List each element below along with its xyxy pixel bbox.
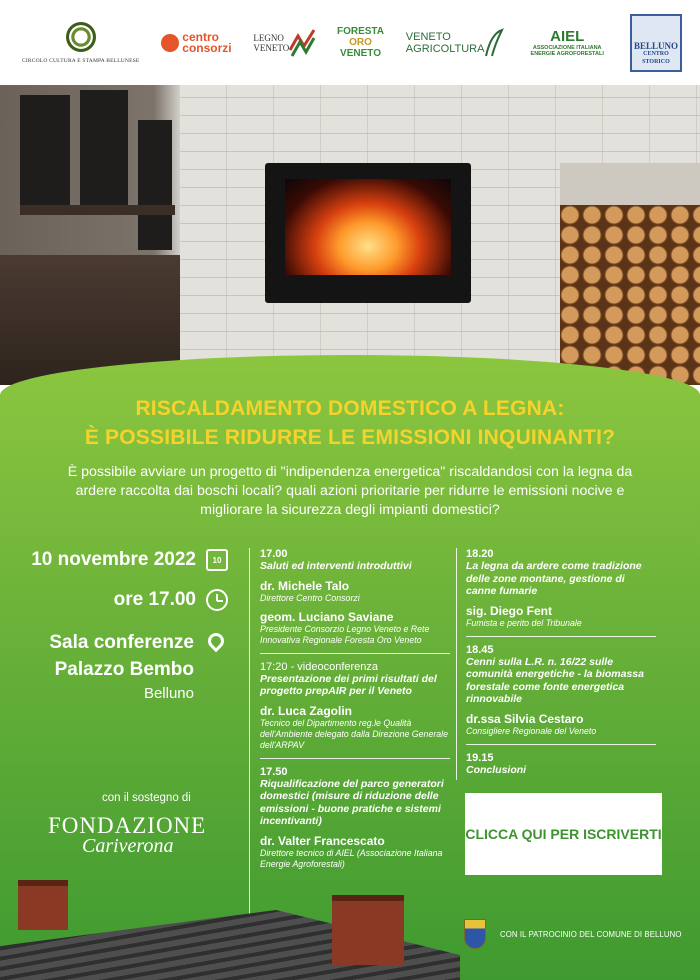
foundation-name-1: FONDAZIONE <box>48 813 207 838</box>
clock-icon <box>206 589 228 611</box>
aiel-logo-text-1: AIEL <box>550 28 585 45</box>
fireplace-insert <box>265 163 471 303</box>
speaker-role: Direttore tecnico di AIEL (Associazione Italiana Energie Agroforestali) <box>260 847 443 869</box>
legno-logo-text-1: LEGNO <box>253 32 284 43</box>
session-title: Riqualificazione del parco generatori domestici (misure di riduzione delle emissioni - buone pratiche e sistemi incentivanti) <box>260 777 444 827</box>
speaker-name: geom. Luciano Saviane <box>260 609 394 624</box>
location-pin-icon <box>205 630 228 653</box>
session-divider <box>260 758 450 759</box>
speaker-role: Presidente Consorzio Legno Veneto e Rete Innovativa Regionale Foresta Oro Veneto <box>260 623 430 645</box>
belluno-centro-storico-logo <box>630 14 682 72</box>
support-label: con il sostegno di <box>102 792 191 804</box>
session-title: La legna da ardere come tradizione delle zone montane, gestione di canne fumarie <box>466 560 642 597</box>
foresta-logo-text-1: FORESTA <box>336 26 385 37</box>
speaker-name: dr. Valter Francescato <box>260 833 385 848</box>
patronage <box>464 919 682 949</box>
flower-icon <box>66 22 96 52</box>
venue-line-1: Sala conferenze <box>49 632 194 653</box>
divider-right <box>456 548 457 780</box>
veneto-agr-logo-text-2: AGRICOLTURA <box>405 42 485 55</box>
session-title: Conclusioni <box>466 763 527 776</box>
foundation-name-2: Cariverona <box>82 835 174 857</box>
legno-veneto-logo <box>253 8 315 78</box>
foresta-oro-veneto-logo <box>337 8 384 78</box>
event-time: ore 17.00 <box>113 589 196 610</box>
legno-chevron-icon <box>289 28 315 58</box>
session-title: Cenni sulla L.R. n. 16/22 sulle comunità energetiche - la biomassa forestale come fonte energetica rinnovabile <box>466 655 644 705</box>
aiel-logo <box>526 8 608 78</box>
chair-back-1 <box>20 95 70 205</box>
speaker-name: dr. Michele Talo <box>260 578 350 593</box>
session-title: Presentazione dei primi risultati del progetto prepAIR per il Veneto <box>260 672 437 697</box>
intro-text: È possibile avviare un progetto di "indipendenza energetica" riscaldandosi con la legna da ardere raccolta dai boschi locali? quali azioni prioritarie per ridurre le emissioni nocive e migliorare la sicurezza degli impianti domestici? <box>67 464 633 518</box>
chimney-1 <box>18 880 68 930</box>
leaf-swoosh-icon <box>484 28 504 58</box>
chimney-2 <box>332 895 404 965</box>
foresta-logo-text-2: ORO <box>349 37 372 48</box>
table-top <box>20 205 175 215</box>
register-button[interactable]: CLICCA QUI PER ISCRIVERTI <box>465 793 662 875</box>
session-divider <box>466 636 656 637</box>
title-line-1: RISCALDAMENTO DOMESTICO A LEGNA: <box>135 397 565 420</box>
speaker-role: Tecnico del Dipartimento reg.le Qualità dell'Ambiente delegato dalla Direzione Generale dell'ARPAV <box>260 717 448 750</box>
centro-consorzi-logo <box>161 8 231 78</box>
speaker-role: Fumista e perito del Tribunale <box>466 617 582 628</box>
title-line-2: È POSSIBILE RIDURRE LE EMISSIONI INQUINANTI? <box>84 426 616 449</box>
belluno-logo-text-2: CENTRO STORICO <box>642 50 670 65</box>
centro-consorzi-mark-icon <box>161 34 179 52</box>
foresta-logo-text-3: VENETO <box>340 48 381 59</box>
event-date: 10 novembre 2022 <box>31 549 196 570</box>
venue-line-2: Palazzo Bembo <box>54 659 194 680</box>
firewood-logs <box>560 205 700 385</box>
session-divider <box>260 653 450 654</box>
belluno-coat-of-arms-icon <box>464 919 486 949</box>
session-time: 19.15 <box>466 751 494 764</box>
event-date-row <box>31 549 228 571</box>
program-column-1 <box>260 548 455 870</box>
veneto-agr-logo-text-1: VENETO <box>405 30 451 43</box>
event-city: Belluno <box>143 685 194 702</box>
page-title <box>0 394 700 452</box>
chair-back-2 <box>80 90 128 210</box>
fondazione-cariverona-logo <box>48 813 206 858</box>
event-venue-row <box>49 629 228 683</box>
session-divider <box>466 744 656 745</box>
belluno-logo-text-1: BELLUNO <box>633 40 678 51</box>
program-column-2 <box>466 548 656 776</box>
session-time: 17.50 <box>260 765 288 778</box>
chair-back-3 <box>138 120 172 250</box>
centro-logo-text-1: centro <box>182 29 219 44</box>
event-time-row <box>114 589 228 611</box>
session-time: 18.20 <box>466 548 494 560</box>
legno-logo-text-2: VENETO <box>253 42 290 53</box>
centro-logo-text-2: consorzi <box>182 40 232 55</box>
speaker-name: sig. Diego Fent <box>466 603 553 618</box>
calendar-day: 10 <box>212 556 222 565</box>
veneto-agricoltura-logo <box>406 8 505 78</box>
fire-flames <box>285 179 451 275</box>
calendar-icon <box>206 549 228 571</box>
circolo-logo <box>22 8 140 78</box>
session-time: 17:20 - videoconferenza <box>260 660 379 673</box>
circolo-logo-text: CIRCOLO CULTURA E STAMPA BELLUNESE <box>22 57 140 64</box>
session-time: 18.45 <box>466 643 494 656</box>
fireplace-photo <box>0 85 700 385</box>
roof-illustration <box>0 880 460 980</box>
session-title: Saluti ed interventi introduttivi <box>260 560 412 572</box>
session-time: 17.00 <box>260 548 288 560</box>
speaker-name: dr.ssa Silvia Cestaro <box>466 711 584 726</box>
sponsor-logo-bar <box>0 0 700 85</box>
patronage-text: CON IL PATROCINIO DEL COMUNE DI BELLUNO <box>500 929 682 939</box>
speaker-role: Direttore Centro Consorzi <box>260 592 360 603</box>
aiel-logo-text-2: ASSOCIAZIONE ITALIANA ENERGIE AGROFORESTALI <box>530 45 604 57</box>
speaker-role: Consigliere Regionale del Veneto <box>466 725 597 736</box>
speaker-name: dr. Luca Zagolin <box>260 703 353 718</box>
